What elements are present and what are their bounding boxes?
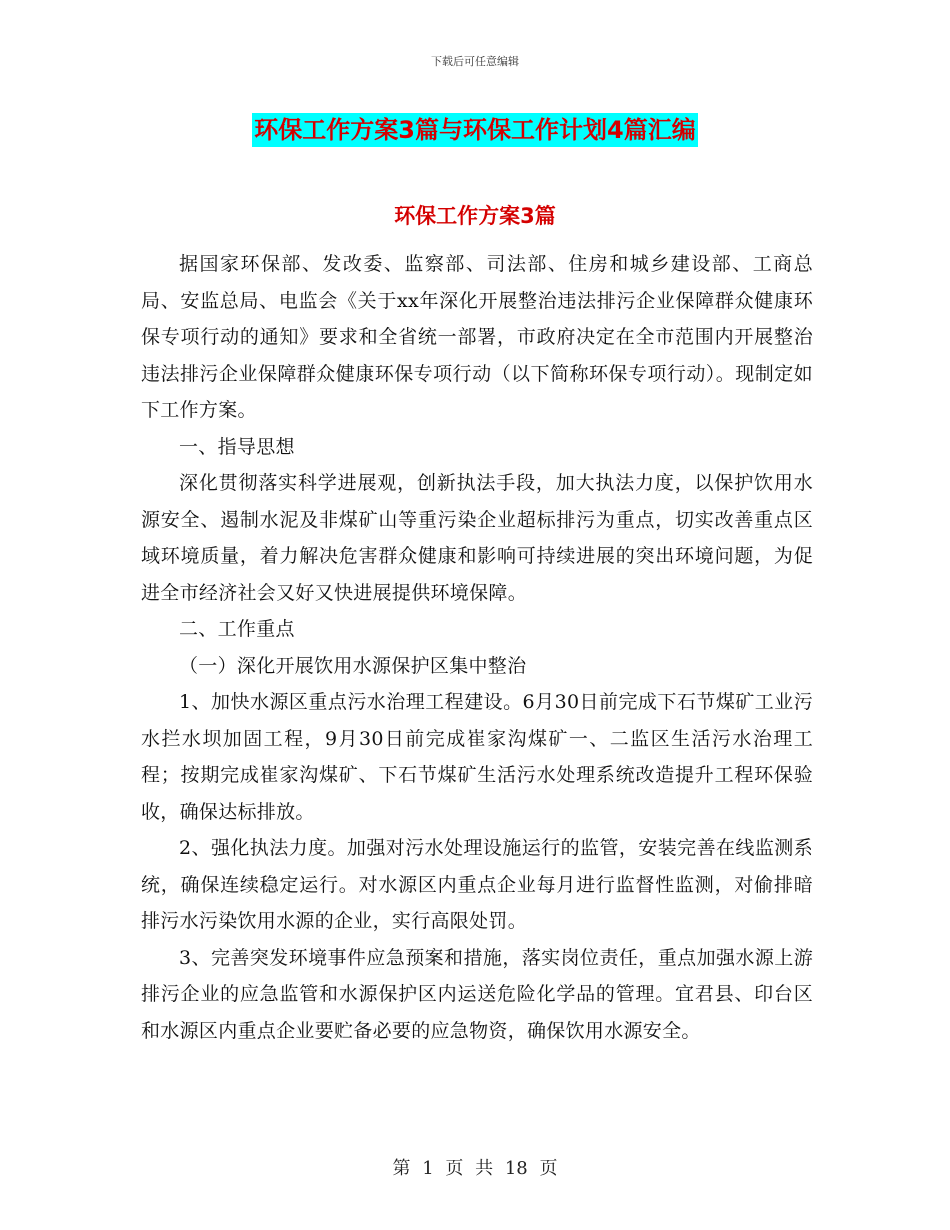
section-title: 环保工作方案3篇 (394, 204, 556, 228)
page-header-note: 下载后可任意编辑 (431, 55, 519, 68)
document-body (141, 246, 813, 1049)
paragraph-guiding-thought: 深化贯彻落实科学进展观，创新执法手段，加大执法力度，以保护饮用水源安全、遏制水泥及非煤矿山等重污染企业超标排污为重点，切实改善重点区域环境质量，着力解决危害群众健康和影响可持续进展的突出环境问题，为促进全市经济社会又好又快进展提供环境保障。 (141, 472, 813, 604)
paragraph-item-2: 2、强化执法力度。加强对污水处理设施运行的监管，安装完善在线监测系统，确保连续稳定运行。对水源区内重点企业每月进行监督性监测，对偷排暗排污水污染饮用水源的企业，实行高限处罚。 (141, 837, 813, 932)
page-number: 第 1 页 共 18 页 (392, 1158, 558, 1179)
subheading-water-source: （一）深化开展饮用水源保护区集中整治 (179, 654, 527, 677)
paragraph-item-3: 3、完善突发环境事件应急预案和措施，落实岗位责任，重点加强水源上游排污企业的应急监管和水源保护区内运送危险化学品的管理。宜君县、印台区和水源区内重点企业要贮备必要的应急物资，确保饮用水源安全。 (141, 946, 813, 1042)
heading-guiding-thought: 一、指导思想 (179, 435, 295, 458)
document-title-wrapper (0, 113, 950, 147)
paragraph-item-1: 1、加快水源区重点污水治理工程建设。6月30日前完成下石节煤矿工业污水拦水坝加固工程，9月30日前完成崔家沟煤矿一、二监区生活污水治理工程；按期完成崔家沟煤矿、下石节煤矿生活污水处理系统改造提升工程环保验收，确保达标排放。 (141, 691, 813, 823)
paragraph-intro: 据国家环保部、发改委、监察部、司法部、住房和城乡建设部、工商总局、安监总局、电监会《关于xx年深化开展整治违法排污企业保障群众健康环保专项行动的通知》要求和全省统一部署，市政府决定在全市范围内开展整治违法排污企业保障群众健康环保专项行动（以下简称环保专项行动）。现制定如下工作方案。 (141, 253, 813, 421)
heading-work-focus: 二、工作重点 (179, 618, 295, 640)
document-title: 环保工作方案3篇与环保工作计划4篇汇编 (252, 113, 697, 147)
